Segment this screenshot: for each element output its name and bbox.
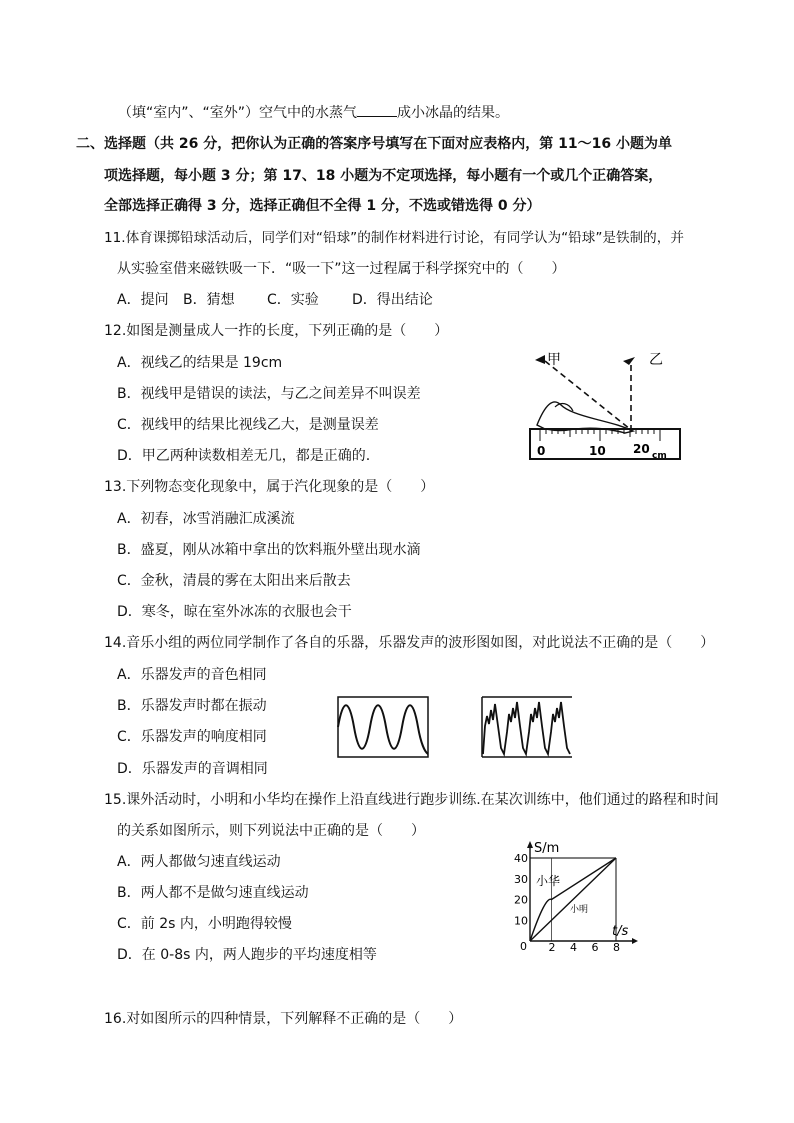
q12-option-c[interactable]: C．视线甲的结果比视线乙大，是测量误差 (117, 417, 379, 433)
intro-text-post: 成小冰晶的结果。 (397, 105, 510, 121)
q14-option-b[interactable]: B．乐器发声时都在振动 (117, 698, 267, 714)
ruler-label-10: 10 (589, 444, 606, 458)
series-label-xiaohua: 小华 (536, 874, 561, 888)
ruler-label-20: 20 (633, 442, 650, 456)
eye-yi-icon (623, 357, 635, 365)
section-instructions-line3: 全部选择正确得 3 分，选择正确但不全得 1 分，不选或错选得 0 分） (104, 198, 541, 214)
q15-stem-line1: 15.课外活动时，小明和小华均在操作上沿直线进行跑步训练.在某次训练中，他们通过的路程和时间 (104, 792, 719, 808)
q15-option-a[interactable]: A．两人都做匀速直线运动 (117, 854, 281, 870)
q11-option-c[interactable]: C．实验 (267, 292, 319, 308)
intro-text-pre: （填“室内”、“室外”）空气中的水蒸气 (118, 105, 358, 121)
intro-line (118, 104, 509, 122)
q12-option-a[interactable]: A．视线乙的结果是 19cm (117, 355, 283, 371)
q11-option-b[interactable]: B．猜想 (183, 292, 235, 308)
q15-option-d[interactable]: D．在 0-8s 内，两人跑步的平均速度相等 (117, 947, 377, 963)
x-axis-label: t/s (612, 924, 629, 939)
series-label-xiaoming: 小明 (570, 905, 589, 915)
y-axis-label: S/m (534, 841, 560, 856)
q14-option-c[interactable]: C．乐器发声的响度相同 (117, 729, 267, 745)
q16-stem: 16.对如图所示的四种情景，下列解释不正确的是（ ） (104, 1011, 463, 1027)
y-tick-label: 40 (514, 852, 528, 865)
q15-option-b[interactable]: B．两人都不是做匀速直线运动 (117, 885, 309, 901)
section-number: 二、 (76, 136, 104, 152)
x-axis-arrow-icon (632, 938, 638, 944)
q13-option-c[interactable]: C．金秋，清晨的雾在太阳出来后散去 (117, 573, 351, 589)
q12-stem: 12.如图是测量成人一拃的长度，下列正确的是（ ） (104, 323, 449, 339)
section-instructions-line1: 选择题（共 26 分，把你认为正确的答案序号填写在下面对应表格内，第 11～16 小题为单 (104, 136, 672, 152)
x-tick-label: 4 (570, 941, 577, 954)
q15-stem-line2: 的关系如图所示，则下列说法中正确的是（ ） (117, 823, 425, 839)
y-tick-label: 10 (514, 914, 528, 928)
label-yi: 乙 (649, 352, 663, 368)
section-instructions-line2: 项选择题，每小题 3 分；第 17、18 小题为不定项选择，每小题有一个或几个正确答案， (104, 168, 663, 184)
waveform-sine (337, 696, 429, 758)
x-tick-label: 6 (591, 941, 599, 954)
x-tick-label: 8 (613, 941, 620, 954)
origin-label: 0 (520, 940, 527, 953)
q13-stem: 13.下列物态变化现象中，属于汽化现象的是（ ） (104, 479, 435, 495)
q12-option-d[interactable]: D．甲乙两种读数相差无几，都是正确的. (117, 448, 371, 464)
y-tick-label: 20 (514, 893, 528, 907)
q15-option-c[interactable]: C．前 2s 内，小明跑得较慢 (117, 916, 292, 932)
q14-stem: 14.音乐小组的两位同学制作了各自的乐器，乐器发声的波形图如图，对此说法不正确的是（ ） (104, 635, 715, 651)
x-tick-label: 2 (548, 941, 556, 954)
q13-option-d[interactable]: D．寒冬，晾在室外冰冻的衣服也会干 (117, 604, 352, 620)
waveform-complex (481, 696, 573, 758)
q14-option-a[interactable]: A．乐器发声的音色相同 (117, 667, 267, 683)
answer-blank[interactable] (357, 104, 397, 117)
q11-stem-line2: 从实验室借来磁铁吸一下．“吸一下”这一过程属于科学探究中的（ ） (117, 261, 566, 277)
ruler-unit: cm (652, 451, 667, 461)
y-axis-arrow-icon (527, 841, 533, 848)
ruler-measurement-figure (525, 345, 685, 465)
y-tick-label: 30 (514, 872, 528, 886)
eye-jia-icon (535, 355, 545, 364)
distance-time-chart (512, 838, 640, 954)
q13-option-b[interactable]: B．盛夏，刚从冰箱中拿出的饮料瓶外壁出现水滴 (117, 542, 421, 558)
q13-option-a[interactable]: A．初春，冰雪消融汇成溪流 (117, 511, 295, 527)
sight-line-jia (545, 361, 630, 429)
q11-stem-line1: 11.体育课掷铅球活动后，同学们对“铅球”的制作材料进行讨论，有同学认为“铅球”是铁制的，并 (104, 230, 684, 246)
q12-option-b[interactable]: B．视线甲是错误的读法，与乙之间差异不叫误差 (117, 386, 421, 402)
ruler-label-0: 0 (537, 444, 546, 458)
q11-option-d[interactable]: D．得出结论 (352, 292, 433, 308)
label-jia: 甲 (547, 352, 561, 368)
q11-option-a[interactable]: A．提问 (117, 292, 169, 308)
q14-option-d[interactable]: D．乐器发声的音调相同 (117, 761, 268, 777)
